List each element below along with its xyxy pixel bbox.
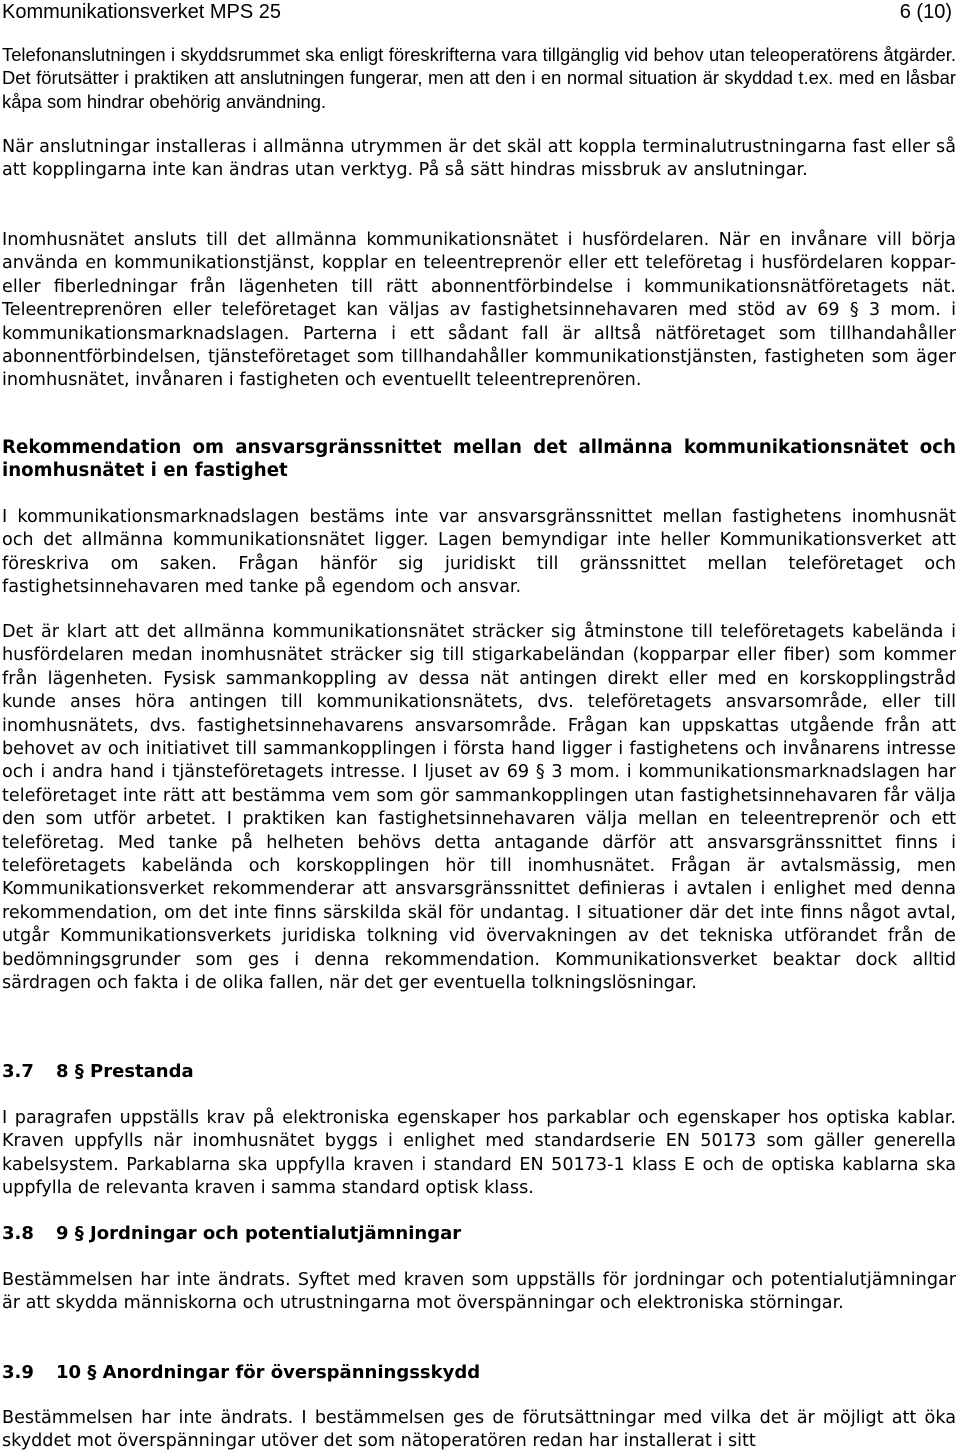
paragraph-public-spaces: När anslutningar installeras i allmänna utrymmen är det skäl att koppla terminalutrustningarna fast eller så att kopplingarna inte kan ändras utan verktyg. På så sätt hindras missbruk av anslutningar.	[2, 137, 956, 181]
section-number: 3.8	[2, 1223, 34, 1244]
page-number: 6 (10)	[899, 1, 952, 23]
section-heading-3-8	[2, 1222, 461, 1245]
paragraph-phone-connection: Telefonanslutningen i skyddsrummet ska enligt föreskrifterna vara tillgänglig vid behov utan teleoperatörens åtgärder. Det förutsätter i praktiken att anslutningen fungerar, men att den i en normal situation är skyddad t.ex. med en låsbar kåpa som hindrar obehörig användning.	[2, 44, 956, 112]
paragraph-performance: I paragrafen uppställs krav på elektroniska egenskaper hos parkablar och egenskaper hos optiska kablar. Kraven uppfylls när inomhusnätet byggs i enlighet med standardserie EN 50173 som gäller generella kabelsystem. Parkablarna ska uppfylla kraven i standard EN 50173-1 klass E och de optiska kablarna ska uppfylla de relevanta kraven i samma standard optisk klass.	[2, 1108, 956, 1199]
paragraph-indoor-network: Inomhusnätet ansluts till det allmänna kommunikationsnätet i husfördelaren. När en invånare vill börja använda en kommunikationstjänst, kopplar en teleentreprenör eller ett teleföretag i husfördelaren koppar- eller fiberledningar från lägenheten till rätt abonnentförbindelse i kommunikationsnätföretagets nät. Teleentreprenören eller teleföretaget kan väljas av fastighetsinnehavaren med stöd av 69 § 3 mom. i kommunikationsmarknadslagen. Parterna i ett sådant fall är alltså nätföretaget som tillhandahåller abonnentförbindelsen, tjänsteföretaget som tillhandahåller kommunikationstjänsten, fastigheten som äger inomhusnätet, invånaren i fastigheten och eventuellt teleentreprenören.	[2, 230, 956, 391]
section-heading-3-7	[2, 1060, 194, 1083]
document-title: Kommunikationsverket MPS 25	[2, 1, 282, 23]
section-number: 3.9	[2, 1362, 34, 1383]
section-title: 9 § Jordningar och potentialutjämningar	[56, 1223, 462, 1244]
paragraph-surge-protection: Bestämmelsen har inte ändrats. I bestämmelsen ges de förutsättningar med vilka det är möjligt att öka skyddet mot överspänningar utöver det som nätoperatören redan har installerat i sitt	[2, 1408, 956, 1452]
section-title: 10 § Anordningar för överspänningsskydd	[56, 1362, 481, 1383]
heading-recommendation: Rekommendation om ansvarsgränssnittet mellan det allmänna kommunikationsnätet och inomhusnätet i en fastighet	[2, 437, 956, 482]
paragraph-market-law: I kommunikationsmarknadslagen bestäms inte var ansvarsgränssnittet mellan fastighetens inomhusnät och det allmänna kommunikationsnätet ligger. Lagen bemyndigar inte heller Kommunikationsverket att föreskriva om saken. Frågan hänför sig juridiskt till gränssnittet mellan teleföretaget och fastighetsinnehavaren med tanke på egendom och ansvar.	[2, 507, 956, 598]
paragraph-responsibility-interface: Det är klart att det allmänna kommunikationsnätet sträcker sig åtminstone till teleföretagets kabelända i husfördelaren medan inomhusnätet sträcker sig till stigarkabeländan (kopparpar eller fiber) som kommer från lägenheten. Fysisk sammankoppling av dessa nät antingen direkt eller med en korskopplingstråd kunde anses höra antingen till kommunikationsnätets, dvs. teleföretagets ansvarsområde, eller till inomhusnätets, dvs. fastighetsinnehavarens ansvarsområde. Frågan kan uppskattas utgående från att behovet av och initiativet till sammankopplingen i första hand ligger i fastighetens och invånarens intresse och i andra hand i tjänsteföretagets intresse. I ljuset av 69 § 3 mom. i kommunikationsmarknadslagen har teleföretaget inte rätt att bestämma vem som gör sammankopplingen utan fastighetsinnehavaren får välja den som utför arbetet. I praktiken kan fastighetsinnehavaren välja mellan en teleentreprenör och ett teleföretag. Med tanke på helheten behövs detta antagande därför att ansvarsgränssnittet finns i teleföretagets kabelända och korskopplingen hör till inomhusnätet. Frågan är avtalsmässig, men Kommunikationsverket rekommenderar att ansvarsgränssnittet definieras i avtalen i enlighet med denna rekommendation, om det inte finns särskilda skäl för undantag. I situationer där det inte finns något avtal, utgår Kommunikationsverkets juridiska tolkning vid övervakningen av det tekniska utförandet från de bedömningsgrunder som ges i denna rekommendation. Kommunikationsverket beaktar dock alltid särdragen och fakta i de olika fallen, när det ger eventuella tolkningslösningar.	[2, 622, 956, 994]
paragraph-grounding: Bestämmelsen har inte ändrats. Syftet med kraven som uppställs för jordningar och potentialutjämningar är att skydda människorna och utrustningarna mot överspänningar och elektroniska störningar.	[2, 1270, 956, 1314]
section-number: 3.7	[2, 1061, 34, 1082]
section-heading-3-9	[2, 1361, 480, 1384]
section-title: 8 § Prestanda	[56, 1061, 194, 1082]
